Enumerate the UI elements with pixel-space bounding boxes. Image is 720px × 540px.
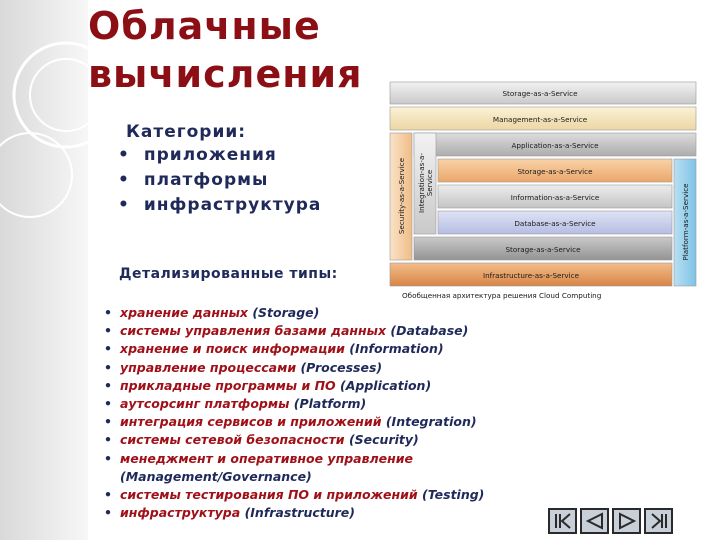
- categories-heading: Категории:: [126, 122, 247, 142]
- integration-label-line-2: Service: [425, 169, 434, 197]
- type-en: (Management/Governance): [120, 468, 312, 484]
- type-ru: аутсорсинг платформы: [120, 396, 290, 412]
- type-en: (Information): [349, 341, 444, 357]
- layer-application: [414, 133, 696, 156]
- type-item: [104, 450, 574, 486]
- type-en: (Platform): [293, 396, 367, 412]
- type-item: [104, 395, 574, 413]
- layer-label: Infrastructure-as-a-Service: [482, 271, 580, 280]
- first-slide-button[interactable]: [548, 508, 577, 534]
- type-item: [104, 377, 574, 395]
- slide-navigation: [548, 508, 673, 534]
- type-ru: системы тестирования ПО и приложений: [120, 487, 418, 503]
- last-slide-button[interactable]: [644, 508, 673, 534]
- layer-label: Application-as-a-Service: [511, 141, 599, 150]
- cloud-architecture-diagram: [380, 80, 700, 310]
- category-item: • приложения: [118, 143, 321, 168]
- diagram-caption: Обобщенная архитектура решения Cloud Computing: [402, 291, 602, 300]
- type-ru: интеграция сервисов и приложений: [120, 414, 382, 430]
- title-line-2: вычисления: [88, 52, 363, 96]
- next-slide-icon: [616, 512, 638, 530]
- category-item: • инфраструктура: [118, 193, 321, 218]
- platform-label: Platform-as-a-Service: [681, 183, 690, 261]
- type-en: (Processes): [300, 359, 383, 375]
- type-ru: менеджмент и оперативное управление: [120, 450, 414, 466]
- type-en: (Integration): [385, 414, 477, 430]
- type-item: [104, 486, 574, 504]
- detailed-types-list: [104, 304, 574, 522]
- layer-label: Storage-as-a-Service: [517, 167, 593, 176]
- layer-label: Information-as-a-Service: [510, 193, 600, 202]
- type-ru: управление процессами: [120, 359, 297, 375]
- first-slide-icon: [552, 512, 574, 530]
- type-en: (Storage): [252, 305, 320, 320]
- layer-label: Storage-as-a-Service: [502, 89, 578, 98]
- layer-infrastructure: [390, 263, 672, 286]
- layer-label: Management-as-a-Service: [492, 115, 588, 124]
- type-ru: системы управления базами данных: [120, 323, 387, 339]
- integration-label-line-1: Integration-as-a-: [417, 153, 426, 213]
- next-slide-button[interactable]: [612, 508, 641, 534]
- type-en: (Database): [390, 323, 469, 339]
- layer-storage-mid: [438, 159, 672, 182]
- type-item: [104, 322, 574, 340]
- security-label: Security-as-a-Service: [397, 157, 406, 235]
- pillar-integration: [414, 133, 436, 234]
- category-item: • платформы: [118, 168, 321, 193]
- type-en: (Security): [348, 432, 419, 448]
- title-line-1: Облачные: [88, 4, 321, 48]
- layer-label: Database-as-a-Service: [514, 219, 596, 228]
- previous-slide-icon: [584, 512, 606, 530]
- layer-information: [438, 185, 672, 208]
- pillar-platform: [674, 159, 696, 286]
- type-item: [104, 431, 574, 449]
- type-en: (Application): [340, 377, 432, 393]
- previous-slide-button[interactable]: [580, 508, 609, 534]
- layer-storage-low: [414, 237, 672, 260]
- pillar-security: [390, 133, 412, 260]
- type-ru: хранение данных: [120, 305, 248, 320]
- type-item: [104, 504, 574, 522]
- type-item: [104, 413, 574, 431]
- layer-storage-top: [390, 82, 696, 104]
- layer-management: [390, 107, 696, 130]
- detailed-types-heading: Детализированные типы:: [119, 266, 338, 282]
- type-ru: системы сетевой безопасности: [120, 432, 345, 448]
- categories-list: [118, 143, 321, 218]
- layer-label: Storage-as-a-Service: [505, 245, 581, 254]
- type-ru: инфраструктура: [120, 505, 241, 521]
- layer-database: [438, 211, 672, 234]
- type-ru: хранение и поиск информации: [120, 341, 345, 357]
- type-item: [104, 359, 574, 377]
- type-ru: прикладные программы и ПО: [120, 377, 336, 393]
- type-en: (Infrastructure): [244, 505, 355, 521]
- type-item: [104, 340, 574, 358]
- last-slide-icon: [648, 512, 670, 530]
- type-en: (Testing): [422, 487, 485, 503]
- slide-title: [88, 2, 363, 98]
